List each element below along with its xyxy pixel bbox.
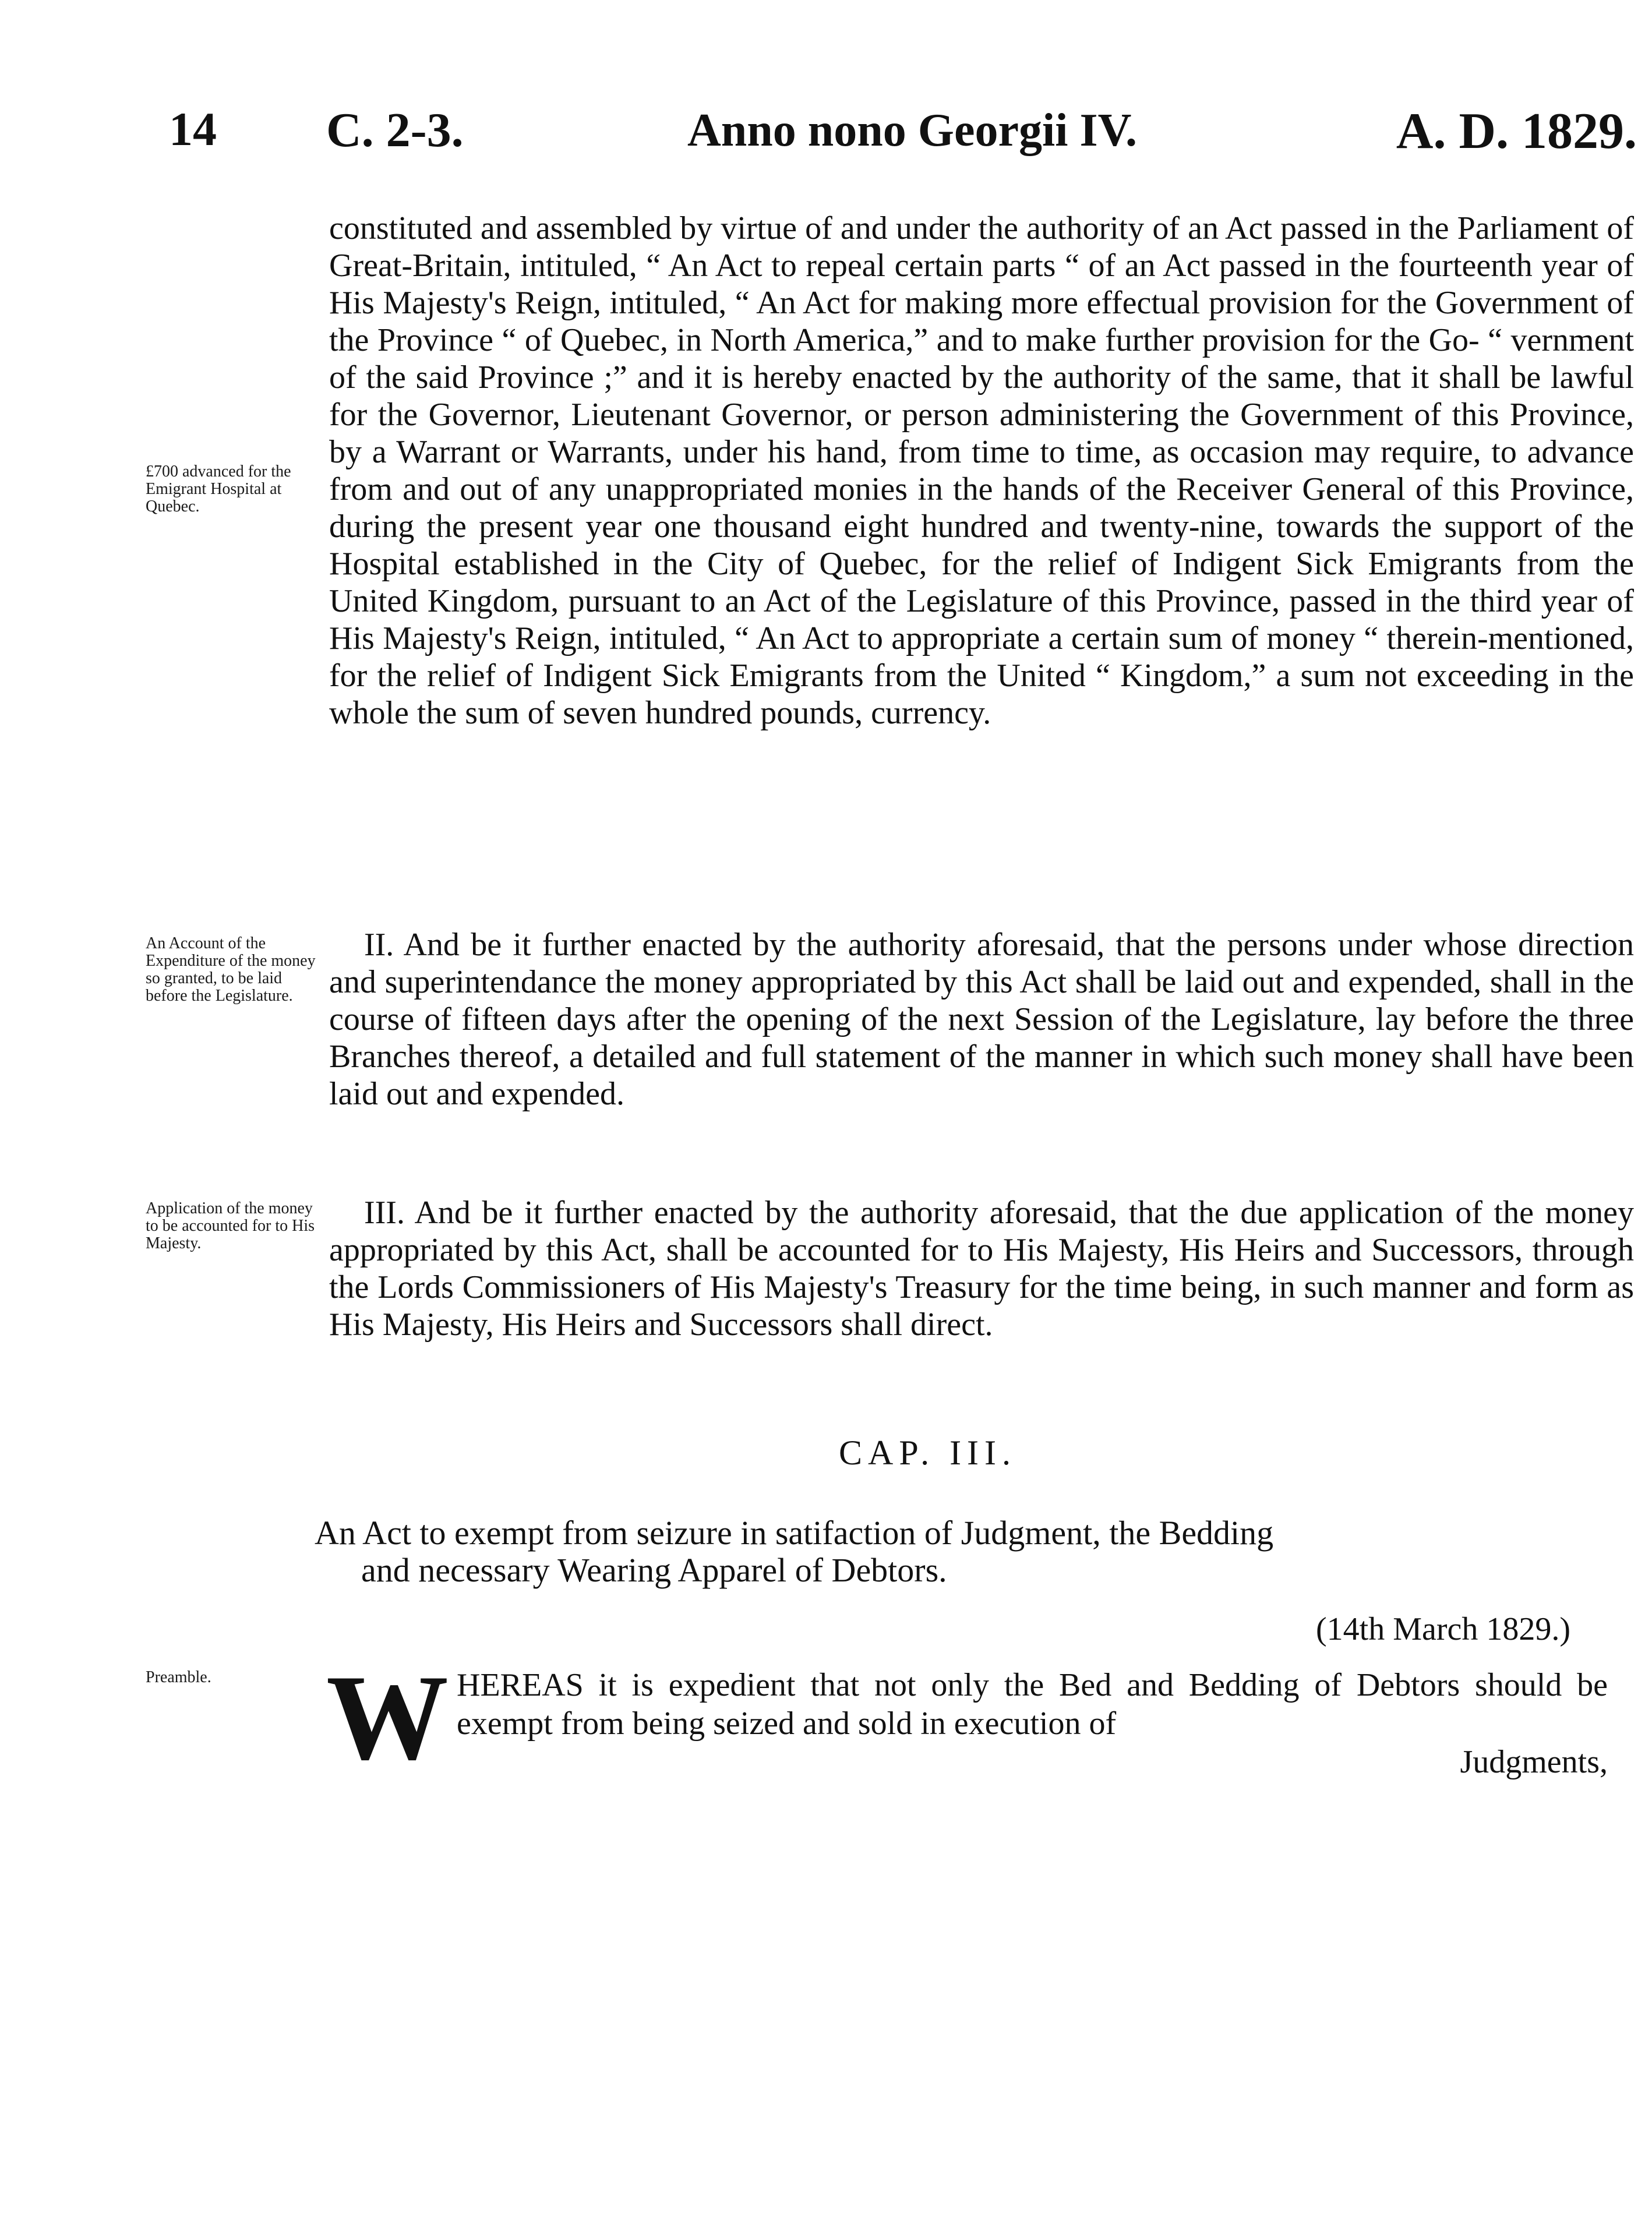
preamble-text: HEREAS it is expedient that not only the Bed and Bedding of Debtors should be exempt from being seized and sold in execution of [457,1667,1608,1742]
marginal-note-account-expenditure: An Account of the Expenditure of the money so granted, to be laid before the Legislature. [146,934,316,1005]
section-2-body [329,926,1634,1113]
marginal-note-application-money: Application of the money to be accounted for to His Majesty. [146,1199,315,1252]
chapter-reference: C. 2-3. [326,103,464,157]
anno-domini-year: A. D. 1829. [1396,103,1637,160]
marginal-note-preamble: Preamble. [146,1668,211,1686]
regnal-year-title: Anno nono Georgii IV. [687,105,1138,156]
chapter-heading: CAP. III. [839,1433,1017,1472]
drop-cap-letter: W [326,1650,449,1785]
act-date: (14th March 1829.) [1315,1611,1570,1647]
page-number: 14 [169,103,217,156]
act-title-line-1: An Act to exempt from seizure in satifaction of Judgment, the Bedding [315,1514,1274,1552]
section-3-body [329,1194,1634,1343]
act-title-line-2: and necessary Wearing Apparel of Debtors. [361,1551,947,1589]
section-2-text: II. And be it further enacted by the authority aforesaid, that the persons under whose direction and superintendance the money appropriated by this Act shall be laid out and expended, shall in the course of fifteen days after the opening of the next Session of the Legislature, lay before the three Branches thereof, a detailed and full statement of the manner in which such money shall have been laid out and expended. [329,927,1634,1112]
section-1-body [329,210,1634,732]
marginal-note-hospital-advance: £700 advanced for the Emigrant Hospital at Quebec. [146,462,291,515]
running-head [169,102,1637,166]
section-3-text: III. And be it further enacted by the authority aforesaid, that the due application of the money appropriated by this Act, shall be accounted for to His Majesty, His Heirs and Successors, through the Lords Commissioners of His Majesty's Treasury for the time being, in such manner and form as His Majesty, His Heirs and Successors shall direct. [329,1195,1634,1343]
catchword: Judgments, [1460,1744,1608,1780]
act-title [315,1514,1614,1589]
section-1-text: constituted and assembled by virtue of and under the authority of an Act passed in the Parliament of Great-Britain, intituled, “ An Act to repeal certain parts “ of an Act passed in the fourteenth year of His Majesty's Reign, intituled, “ An Act for making more effectual provision for the Government of the Province “ of Quebec, in North America,” and to make further provision for the Go- “ vernment of the said Province ;” and it is hereby enacted by the authority of the same, that it shall be lawful for the Governor, Lieutenant Governor, or person administering the Government of this Province, by a Warrant or Warrants, under his hand, from time to time, as occasion may require, to advance from and out of any unappropriated monies in the hands of the Receiver General of this Province, during the present year one thousand eight hundred and twenty-nine, towards the support of the Hospital established in the City of Quebec, for the relief of Indigent Sick Emigrants from the United Kingdom, pursuant to an Act of the Legislature of this Province, passed in the third year of His Majesty's Reign, intituled, “ An Act to appropriate a certain sum of money “ therein-mentioned, for the relief of Indigent Sick Emigrants from the United “ Kingdom,” a sum not exceeding in the whole the sum of seven hundred pounds, currency. [329,210,1634,731]
preamble-body [326,1650,1608,1785]
